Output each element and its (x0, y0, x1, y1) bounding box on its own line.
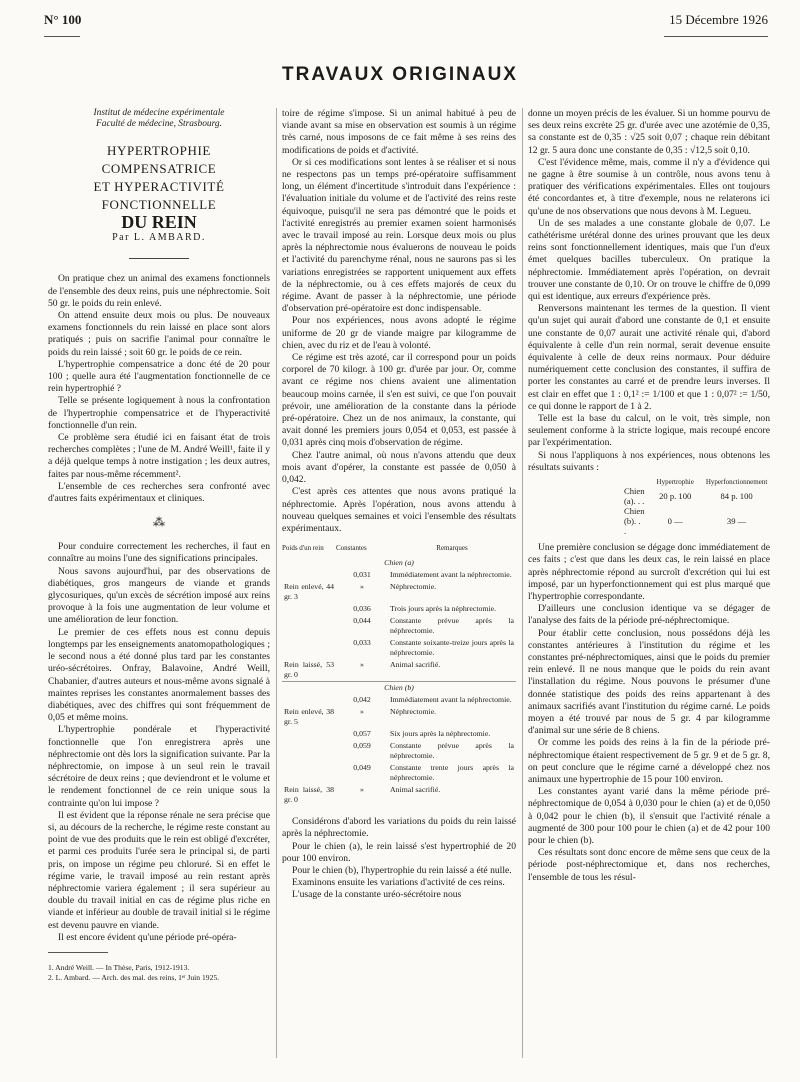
table-row (282, 581, 516, 603)
paragraph: Les constantes ayant varié dans la même période pré-néphrectomique de 0,054 à 0,030 pour le chien (a) et de 0,050 à 0,042 pour le chien (b), il s'ensuit que l'activité rénale a augmenté de 300 pour 100 pour le chien (a) et de 42 pour 100 pour le chien (b). (528, 786, 770, 846)
paragraph: L'ensemble de ces recherches sera confronté avec d'autres faits expérimentaux et cliniques. (48, 480, 270, 505)
table-header: Remarques (436, 544, 468, 553)
table-cell: Immédiatement avant la néphrectomie. (390, 695, 512, 705)
column-3 (528, 108, 770, 884)
table-group-label: Chien (a) (384, 558, 414, 568)
table-row (282, 569, 516, 581)
table-cell: 39 — (726, 516, 747, 527)
table-cell: 0 — (667, 516, 683, 527)
table-cell: Rein laissé, 53 gr. 0 (284, 660, 334, 680)
footnote: 2. L. Ambard. — Arch. des mal. des reins, 1ᵉʳ Juin 1925. (48, 972, 220, 982)
issue-number: N° 100 (44, 12, 82, 27)
title-rule (129, 258, 189, 259)
table-cell: Rein enlevé, 38 gr. 5 (284, 707, 334, 727)
table-cell: » (360, 785, 364, 795)
article-title-line3: DU REIN (121, 212, 197, 232)
article-title-line2: ET HYPERACTIVITÉ FONCTIONNELLE (93, 179, 225, 212)
results-table (618, 478, 773, 536)
table-cell (282, 615, 336, 637)
paragraph: Si nous l'appliquons à nos expériences, nous obtenons les résultats suivants : (528, 449, 770, 473)
table-cell (282, 603, 336, 615)
paragraph: toire de régime s'impose. Si un animal habitué à peu de viande avant sa mise en observation est soumis à un régime très carné, nous imposons de ce fait même à ses reins des modifications de poids et d'activité. (282, 108, 516, 156)
table-cell: 0,033 (353, 638, 371, 648)
table-row (282, 706, 516, 728)
paragraph: Un de ses malades a une constante globale de 0,07. Le cathétérisme urétéral donne des urines prouvant que les deux reins sont fonctionnellement identiques, mais que l'un d'eux émet quelques bacilles tuberculeux. On pratique la néphrectomie. Immédiatement après l'opération, on devrait trouver une constante de 0,10. Or on trouve le chiffre de 0,099 qui est identique, aux erreurs d'expérience près. (528, 217, 770, 303)
table-cell: » (360, 582, 364, 592)
table-row (282, 784, 516, 806)
issue-date: 15 Décembre 1926 (669, 12, 768, 27)
column-divider (276, 108, 277, 1058)
paragraph: Pour le chien (a), le rein laissé s'est hypertrophié de 20 pour 100 environ. (282, 840, 516, 864)
paragraph: D'ailleurs une conclusion identique va se dégager de l'analyse des faits de la période pré-néphrectomique. (528, 603, 770, 627)
table-cell (282, 740, 336, 762)
table-cell: Néphrectomie. (390, 707, 437, 717)
table-cell (282, 762, 336, 784)
paragraph: Or si ces modifications sont lentes à se réaliser et si nous ne respectons pas un temps pré-opératoire suffisamment long, un élément d'incertitude s'introduit dans l'expérience : l'évaluation initiale du volume et de l'activité des reins reste équivoque, puisqu'il ne sera pas démontré que le poids et l'activité enregistrés au premier examen soient harmonisés avec le travail imposé au rein. Lorsque deux mois ou plus après la néphrectomie nous évaluerons de nouveau le poids et l'activité du parenchyme rénal, nous ne saurons pas si les variations enregistrées se rapportent uniquement aux effets de la néphrectomie, ou à ces effets majorés de ceux du régime. Avant de passer à la néphrectomie, une période d'observation pré-opératoire est donc indispensable. (282, 156, 516, 315)
table-row (282, 615, 516, 637)
paragraph: Il est encore évident qu'une période pré-opéra- (58, 931, 237, 943)
paragraph: Il est évident que la réponse rénale ne sera précise que si, au décours de la recherche, le régime reste constant au point de vue des produits que le rein est obligé d'excréter, et parmi ces produits l'urée sera le principal si, de parti pris, on impose un régime peu chloruré. Si en effet le régime varie, le travail imposé au rein restant après néphrectomie variera également ; il sera supérieur au double du travail initial en cas de régime plus riche en viande et inférieur au double de travail initial si le régime est devenu pauvre en viande. (48, 809, 270, 931)
paragraph: On attend ensuite deux mois ou plus. De nouveaux examens fonctionnels du rein laissé en place sont alors pratiqués ; puis on sacrifie l'animal pour connaître le poids du rein laissé ; soit 60 gr. le poids de ce rein. (48, 310, 270, 358)
table-header: Constantes (336, 544, 367, 553)
table-cell (282, 569, 336, 581)
table-cell: 20 p. 100 (659, 491, 692, 502)
paragraph: Pour conduire correctement les recherches, il faut en connaître au moins l'une des significations principales. (48, 541, 270, 565)
table-cell: » (360, 707, 364, 717)
table-cell: Rein enlevé, 44 gr. 3 (284, 582, 334, 602)
page-header (44, 12, 768, 38)
table-cell: Six jours après la néphrectomie. (390, 729, 491, 739)
section-title: TRAVAUX ORIGINAUX (282, 64, 518, 85)
table-cell: Chien (a). . . (624, 486, 645, 507)
column-divider (522, 108, 523, 1058)
table-cell: Animal sacrifié. (390, 785, 441, 795)
paragraph: C'est après ces attentes que nous avons pratiqué la néphrectomie. Après l'opération, nous avons attendu à nouveau quelques semaines et voici l'ensemble des résultats expérimentaux. (282, 486, 516, 534)
table-header: Hypertrophie (656, 478, 694, 487)
table-group-label: Chien (b) (282, 682, 516, 695)
paragraph: C'est l'évidence même, mais, comme il n'y a d'évidence qui ne gagne à être soumise à un contrôle, nous avons tenu à pratiquer des vérifications expérimentales. Elles ont toujours été concordantes et, à titre d'exemple, nous ne relaterons ici qu'une de nos observations que nous devons à M. Legueu. (528, 156, 770, 217)
table-cell: Rein laissé, 38 gr. 0 (284, 785, 334, 805)
table-group-row (282, 557, 516, 569)
paragraph: L'hypertrophie pondérale et l'hyperactivité fonctionnelle que l'on enregistrera après une néphrectomie ont dès lors la signification suivante. Par la néphrectomie, on impose à un seul rein le travail sécrétoire de deux reins ; que deviendront et le volume et le rendement fonctionnel de ce rein unique sous la contrainte qu'on lui impose ? (48, 724, 270, 809)
table-cell (282, 728, 336, 740)
table-cell: Constante prévue après la néphrectomie. (390, 741, 514, 761)
table-cell: Chien (b). . . (624, 506, 645, 537)
table-cell: Animal sacrifié. (390, 660, 441, 670)
table-cell: 84 p. 100 (720, 491, 753, 502)
paragraph: Ce régime est très azoté, car il correspond pour un poids corporel de 70 kilogr. à 100 gr. d'urée par jour. Or, comme avant ce régime nos chiens avaient une alimentation beaucoup moins carnée, il s'en est suivi, ce que l'on pouvait prévoir, une amélioration de la constante dans la période pré-opératoire. Chez un de nos animaux, la constante, qui avait donné les premiers jours 0,054 et 0,053, est passée à 0,031 après cinq mois d'observation de régime. (282, 352, 516, 449)
table-cell (282, 637, 336, 659)
table-header-row (618, 478, 773, 486)
article-title-line1: HYPERTROPHIE COMPENSATRICE (101, 143, 217, 176)
paragraph: Nous savons aujourd'hui, par des observations de diabétiques, gros mangeurs de viande et grands glycosuriques, qu'un excès de sécrétion imposé aux reins provoque à la fois une augmentation de leur volume et une amélioration de leur fonction. (48, 565, 270, 626)
paragraph: Telle se présente logiquement à nous la confrontation de l'hypertrophie compensatrice et de l'hyperactivité fonctionnelle d'un rein. (48, 395, 270, 431)
table-cell: 0,057 (353, 729, 371, 739)
table-row (282, 637, 516, 659)
paragraph: Or comme les poids des reins à la fin de la période pré-néphrectomique étaient respectivement de 5 gr. 9 et de 5 gr. 8, on peut conclure que le régime carné a développé chez nos animaux une hypertrophie de 15 pour 100 environ. (528, 737, 770, 785)
table-cell: Constante trente jours après la néphrectomie. (390, 763, 514, 783)
paragraph: L'hypertrophie compensatrice a donc été de 20 pour 100 ; quelle aura été l'augmentation fonctionnelle de ce rein hypertrophié ? (48, 358, 270, 395)
paragraph: On pratique chez un animal des examens fonctionnels de l'ensemble des deux reins, puis une néphrectomie. Soit 50 gr. le poids du rein enlevé. (48, 273, 270, 309)
table-cell: 0,031 (353, 570, 371, 580)
table-group-row (282, 682, 516, 695)
paragraph: Ce problème sera étudié ici en faisant état de trois recherches complètes ; l'une de M. André Weill¹, faite il y a déjà quelque temps à notre instigation ; les deux autres, faites par nous-même récemment². (48, 432, 270, 480)
paragraph: donne un moyen précis de les évaluer. Si un homme pourvu de ses deux reins excrète 25 gr. d'urée avec une azotémie de 0,35, sa constante est de 0,35 : √25 soit 0,07 ; chaque rein débitant 12 gr. 5 aura donc une constante de 0,35 : √12,5 soit 0,10. (528, 108, 770, 156)
table-cell: 0,049 (353, 763, 371, 773)
article-author: Par L. AMBARD. (112, 232, 206, 244)
column-2 (282, 108, 516, 902)
paragraph: Telle est la base du calcul, on le voit, très simple, non seulement conforme à la stricte logique, mais recoupé encore par l'expérimentation. (528, 413, 770, 449)
paragraph: Pour nos expériences, nous avons adopté le régime uniforme de 20 gr de viande maigre par kilogramme de chien, avec du riz et de l'eau à volonté. (282, 315, 516, 351)
table-row (618, 506, 773, 536)
section-separator: ⁂ (153, 515, 165, 530)
paragraph: Chez l'autre animal, où nous n'avons attendu que deux mois avant d'opérer, la constante est passée de 0,050 à 0,042. (282, 449, 516, 486)
table-row (282, 740, 516, 762)
footnote: 1. André Weill. — In Thèse, Paris, 1912-1913. (48, 962, 190, 972)
paragraph: Ces résultats sont donc encore de même sens que ceux de la période post-néphrectomique et, dans nos recherches, l'ensemble de tous les résul- (528, 847, 770, 883)
header-rule-left (44, 36, 80, 37)
table-row (282, 603, 516, 615)
table-row (282, 728, 516, 740)
paragraph: Considérons d'abord les variations du poids du rein laissé après la néphrectomie. (282, 816, 516, 840)
table-cell: » (360, 660, 364, 670)
table-cell: Constante soixante-treize jours après la néphrectomie. (390, 638, 514, 658)
paragraph: Pour le chien (b), l'hypertrophie du rein laissé a été nulle. (292, 864, 512, 876)
institute: Institut de médecine expérimentale Faculté de médecine, Strasbourg. (93, 108, 225, 129)
table-cell (282, 694, 336, 706)
table-cell: Constante prévue après la néphrectomie. (390, 616, 514, 636)
table-cell: 0,044 (353, 616, 371, 626)
table-header: Hyperfonctionnement (705, 478, 768, 487)
paragraph: L'usage de la constante uréo-sécrétoire nous (292, 889, 462, 901)
paragraph: Une première conclusion se dégage donc immédiatement de ces faits ; c'est que dans les deux cas, le rein laissé en place après néphrectomie répond au surcroît d'excrétion qui lui est imposé, par un hyperfonctionnement qui est plus marqué que l'hypertrophie correspondante. (528, 542, 770, 602)
header-rule-right (664, 36, 768, 37)
table-row (282, 659, 516, 682)
table-cell: 0,059 (353, 741, 371, 751)
footnote-rule (48, 952, 108, 953)
paragraph: Le premier de ces effets nous est connu depuis longtemps par les enseignements anatomopathologiques ; le second nous a été donné plus tard par les constantes uréo-sécrétoires. Onfray, Balavoine, André Weill, Chabanier, d'autres auteurs et nous-même avons signalé à maintes reprises les constantes anormalement basses des diabétiques, avec des chiffres qui sont fréquemment de 0,05 et même moins. (48, 626, 270, 724)
table-cell: Immédiatement avant la néphrectomie. (390, 570, 512, 580)
table-cell: Néphrectomie. (390, 582, 437, 592)
table-row (618, 486, 773, 506)
paragraph: Pour établir cette conclusion, nous possédons déjà les constantes antérieures à l'institution du régime et les constantes pré-néphrectomiques, ainsi que le poids du premier rein enlevé. Il ne nous manque que le poids du rein avant l'installation du régime. Nous pouvons le présumer d'une donnée statistique des poids des reins appartenant à des animaux sacrifiés avant l'institution du régime carné. Le poids moyen a été trouvé par nous de 5 gr. 4 par kilogramme d'animal sur une série de 8 chiens. (528, 627, 770, 737)
column-1 (48, 108, 270, 983)
experiment-table (282, 543, 516, 806)
table-header-row (282, 543, 516, 557)
paragraph: Examinons ensuite les variations d'activité de ces reins. (292, 877, 505, 889)
table-cell: 0,042 (353, 695, 371, 705)
table-cell: 0,036 (353, 604, 371, 614)
paragraph: Renversons maintenant les termes de la question. Il vient qu'un sujet qui aurait d'abord une constante de 0,1 et ensuite une constante de 0,07 aurait une activité rénale qui, d'abord équivalente à celle d'un rein normal, serait devenue ensuite équivalente à celle de deux reins normaux. Pour déduire numériquement cette conclusion des constantes, il suffira de porter les constantes au carré et de prendre leurs inverses. Il est clair en effet que 1 : 0,1² := 1/100 et que 1 : 0,07² := 1/50, ce qui donne le rapport de 1 à 2. (528, 303, 770, 412)
table-row (282, 694, 516, 706)
experiment-table-body (282, 557, 516, 806)
table-row (282, 762, 516, 784)
table-cell: Trois jours après la néphrectomie. (390, 604, 497, 614)
table-header: Poids d'un rein (282, 544, 324, 553)
